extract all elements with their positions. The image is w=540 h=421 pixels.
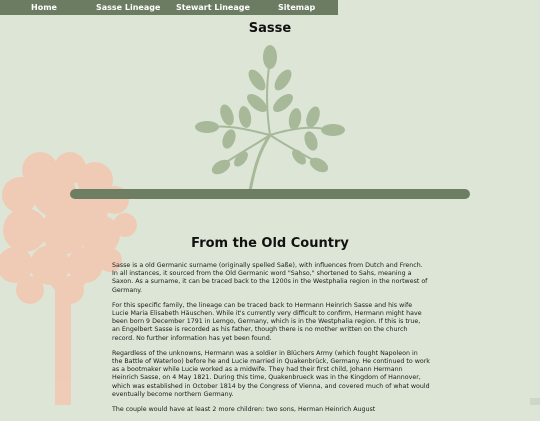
paragraph: For this specific family, the lineage can be traced back to Hermann Heinrich Sasse and his wife Lucie Maria Elisabeth Häuschen. While it's currently very difficult to confirm, Hermann might have been born 9 December 1791 in Lemgo, Germany, which is in the Westphalia region. If this is true, an Engelbert Sasse is recorded as his father, though there is no mother written on the church record. No further information has yet been found.: [112, 301, 422, 342]
section-divider: [70, 189, 470, 199]
page-title: Sasse: [248, 21, 292, 36]
nav-sasse-lineage[interactable]: Sasse Lineage: [96, 3, 161, 12]
leaf-icon: [195, 45, 345, 191]
paragraph: Sasse is a old Germanic surname (originally spelled Saße), with influences from Dutch and French. In all instances, it sourced from the Old Germanic word "Sahso," shortened to Sahs, meaning a Saxon. As a surname, it can be traced back to the 1200s in the Westphalia region in the nortwest of Germany.: [112, 262, 428, 294]
top-nav: [0, 0, 338, 15]
scrollbar[interactable]: [530, 398, 540, 405]
nav-stewart-lineage[interactable]: Stewart Lineage: [176, 3, 250, 12]
article-body: [112, 262, 430, 421]
nav-home[interactable]: Home: [31, 3, 57, 12]
nav-sitemap[interactable]: Sitemap: [278, 3, 316, 12]
paragraph: Regardless of the unknowns, Hermann was a soldier in Blüchers Army (which fought Napoleon in the Battle of Waterloo) before he and Lucie married in Quakenbrück, Germany. He continued to work as a bootmaker while Lucie worked as a midwife. They had their first child, Johann Hermann Heinrich Sasse, on 4 May 1821. During this time, Quakenbrueck was in the Kingdom of Hannover, which was established in October 1814 by the Congress of Vienna, and covered much of what would eventually become northern Germany.: [112, 349, 430, 398]
paragraph: The couple would have at least 2 more children: two sons, Herman Heinrich August: [112, 406, 376, 414]
section-heading: From the Old Country: [191, 236, 349, 251]
